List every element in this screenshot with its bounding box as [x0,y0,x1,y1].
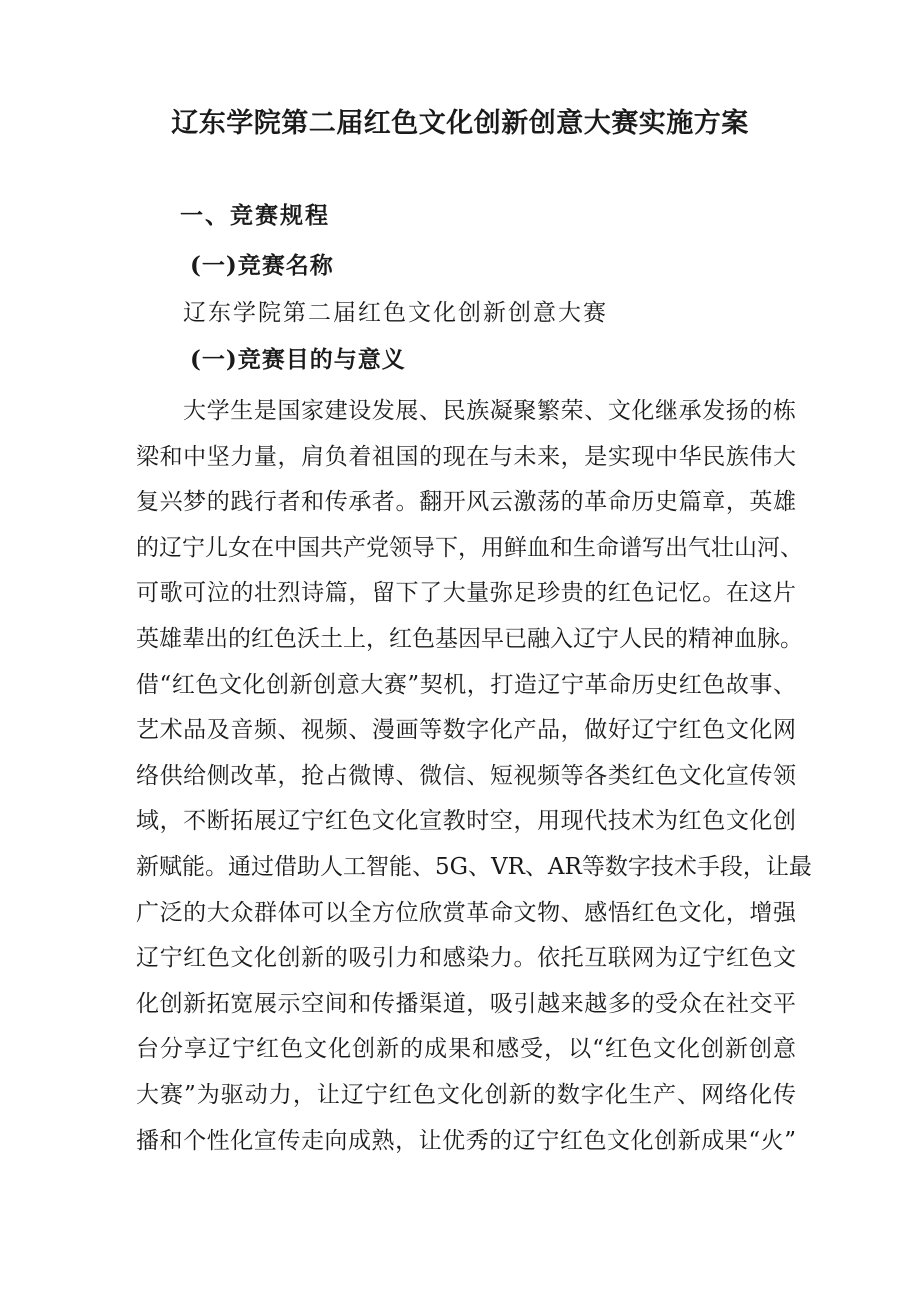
paragraph-line: 辽宁红色文化创新的吸引力和感染力。依托互联网为辽宁红色文 [136,945,796,972]
paragraph-line: 广泛的大众群体可以全方位欣赏革命文物、感悟红色文化，增强 [136,899,796,926]
paragraph-line: 播和个性化宣传走向成熟，让优秀的辽宁红色文化创新成果“火” [136,1127,796,1154]
paragraph-line: 新赋能。通过借助人工智能、5G、VR、AR等数字技术手段，让最 [136,853,812,880]
paragraph-line: 大学生是国家建设发展、民族凝聚繁荣、文化继承发扬的栋 [183,398,796,424]
paragraph-line: 可歌可泣的壮烈诗篇，留下了大量弥足珍贵的红色记忆。在这片 [136,580,796,607]
paragraph-line: 复兴梦的践行者和传承者。翻开风云激荡的革命历史篇章，英雄 [136,489,796,516]
paragraph-line: 台分享辽宁红色文化创新的成果和感受，以“红色文化创新创意 [136,1036,796,1063]
paragraph-line: 英雄辈出的红色沃土上，红色基因早已融入辽宁人民的精神血脉。 [136,625,803,652]
section-heading-competition-rules: 一、竞赛规程 [180,202,330,229]
paragraph-line: 梁和中坚力量，肩负着祖国的现在与未来，是实现中华民族伟大 [136,443,796,470]
paragraph-line: 借“红色文化创新创意大赛”契机，打造辽宁革命历史红色故事、 [136,671,796,698]
paragraph-line: 域，不断拓展辽宁红色文化宣教时空，用现代技术为红色文化创 [136,808,796,835]
document-title: 辽东学院第二届红色文化创新创意大赛实施方案 [171,108,749,139]
paragraph-line: 化创新拓宽展示空间和传播渠道，吸引越来越多的受众在社交平 [136,990,796,1017]
subsection-heading-purpose-significance: (一)竞赛目的与意义 [190,346,406,373]
paragraph-line: 大赛”为驱动力，让辽宁红色文化创新的数字化生产、网络化传 [136,1081,796,1108]
purpose-paragraph [136,389,812,1164]
subsection-heading-competition-name: (一)竞赛名称 [190,252,334,279]
paragraph-line: 的辽宁儿女在中国共产党领导下，用鲜血和生命谱写出气壮山河、 [136,534,803,561]
paragraph-line: 络供给侧改革，抢占微博、微信、短视频等各类红色文化宣传领 [136,762,796,789]
competition-name-text: 辽东学院第二届红色文化创新创意大赛 [183,300,608,326]
paragraph-line: 艺术品及音频、视频、漫画等数字化产品，做好辽宁红色文化网 [136,717,796,744]
